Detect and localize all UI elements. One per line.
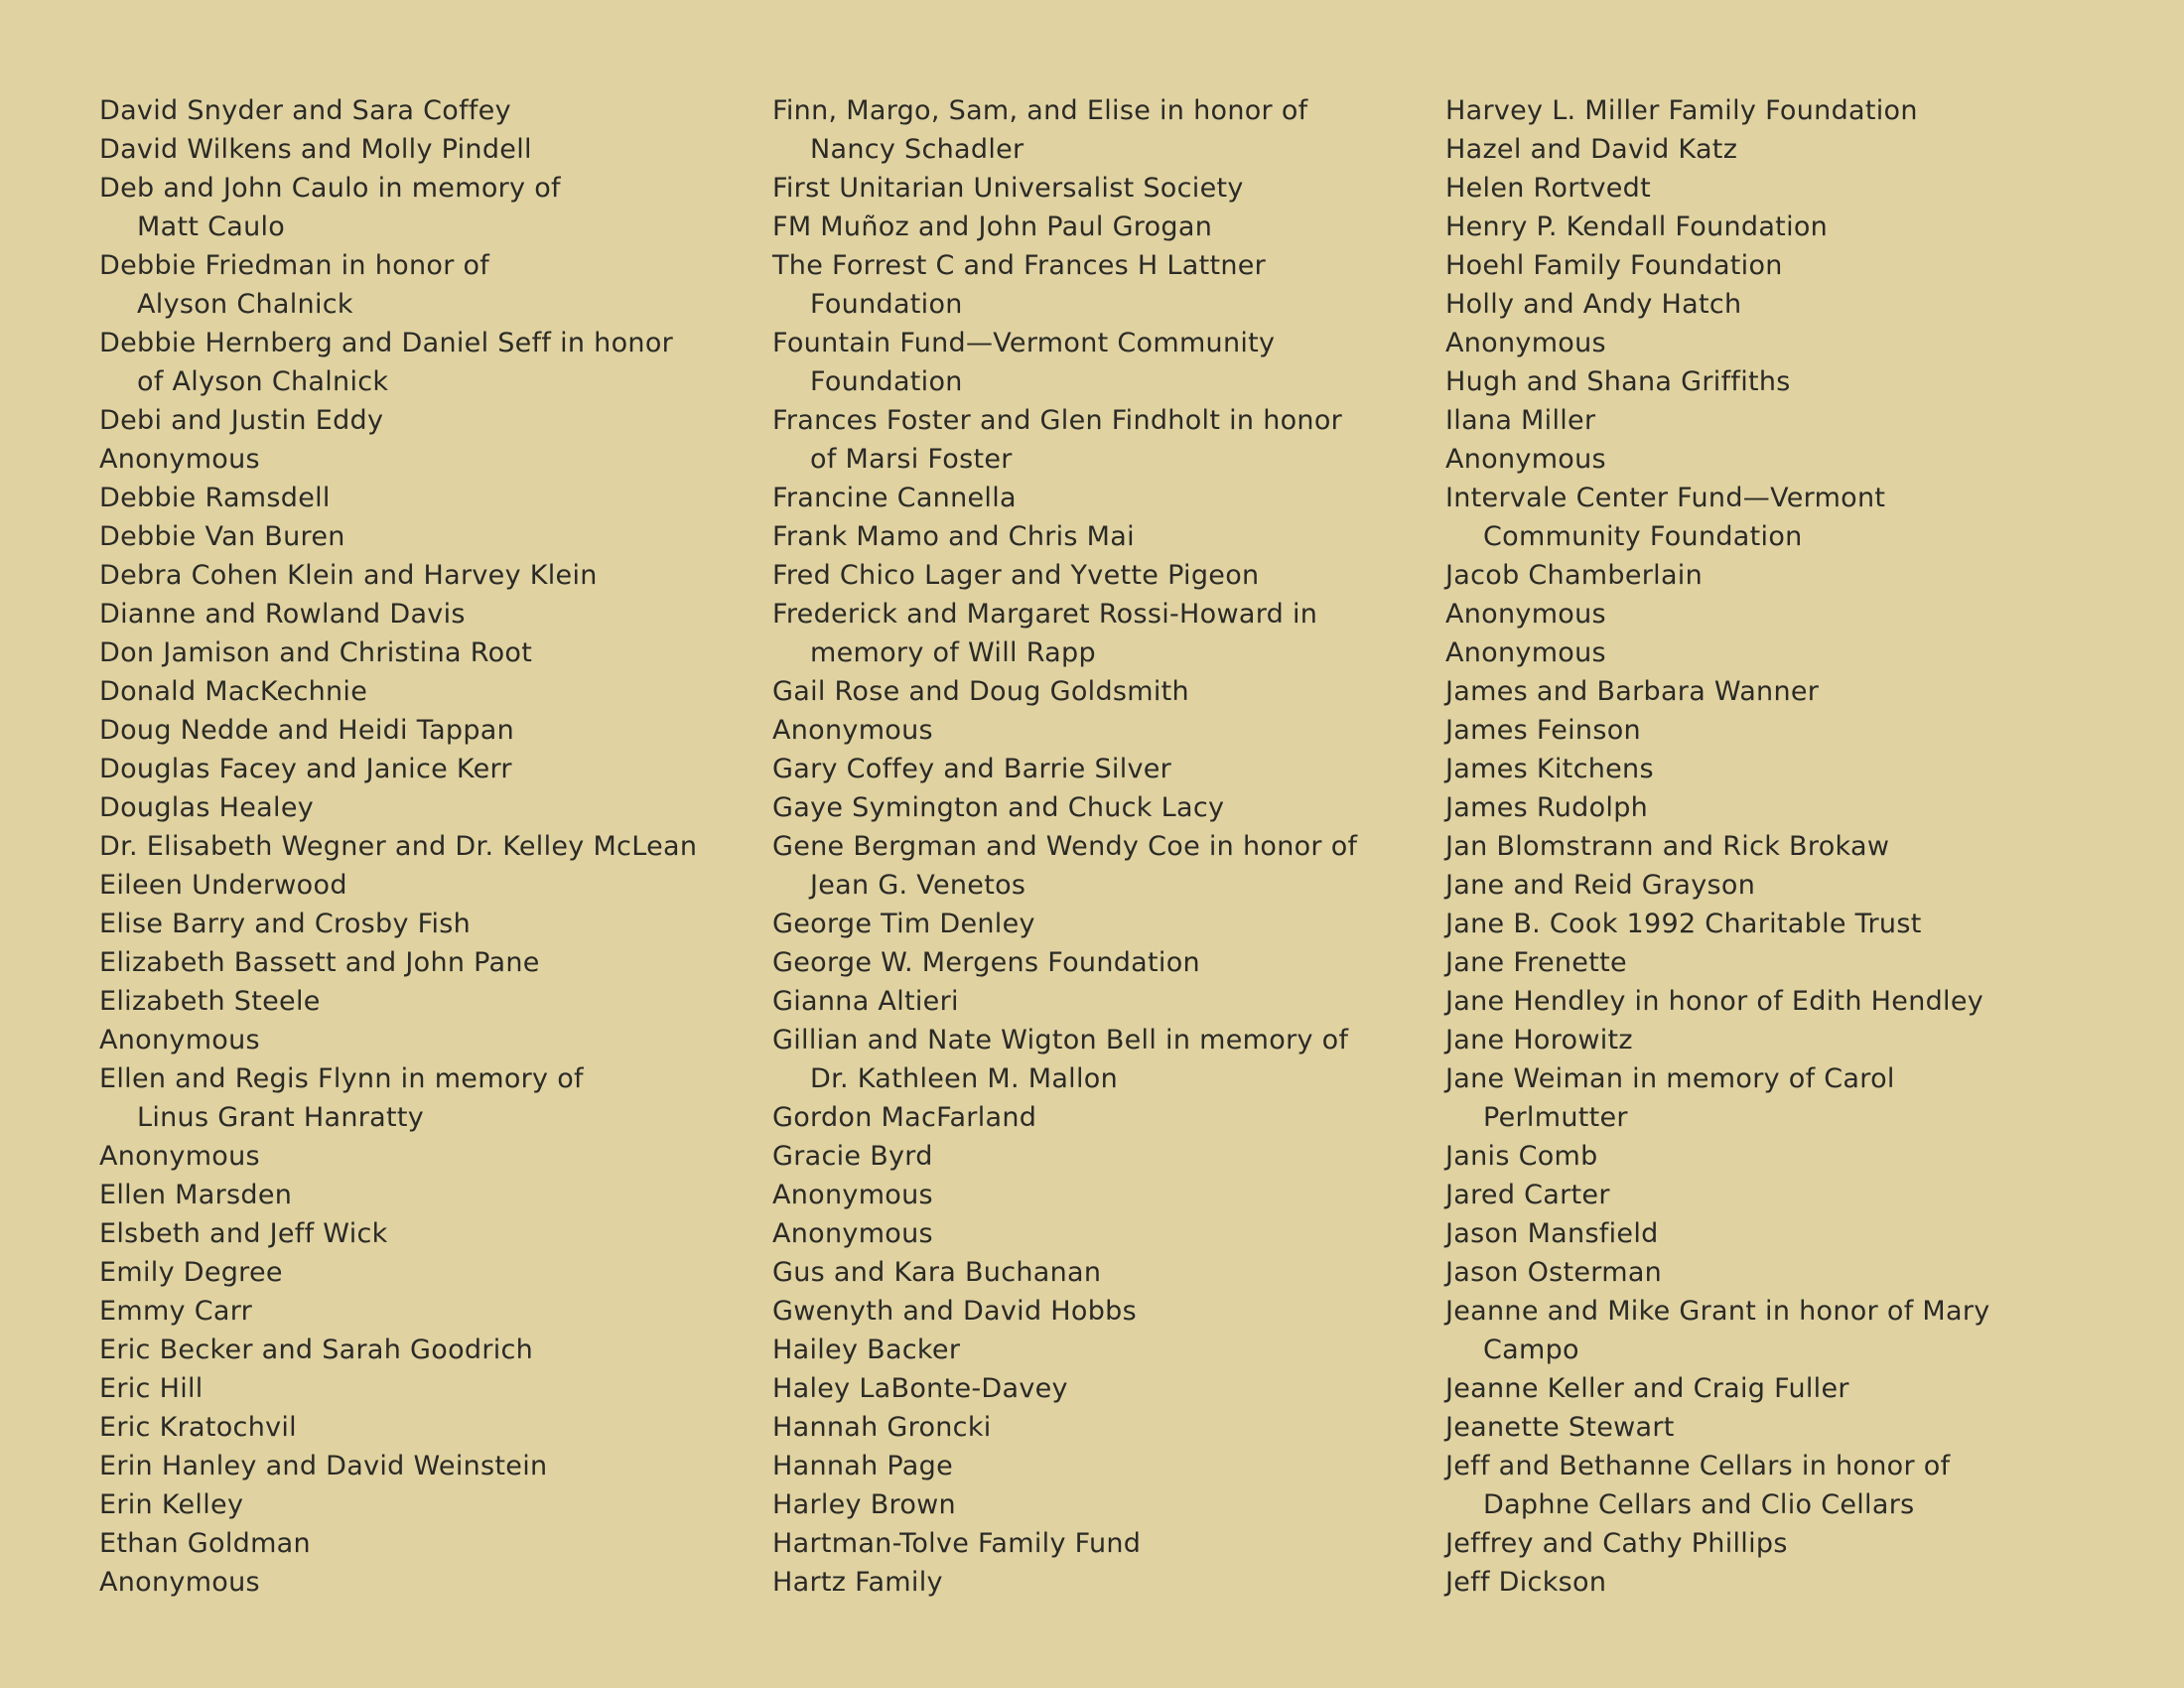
donor-entry: Ilana Miller — [1445, 405, 1596, 436]
donor-entry: Jane Weiman in memory of Carol Perlmutter — [1445, 1063, 1895, 1133]
donor-entry: Gail Rose and Doug Goldsmith — [772, 676, 1189, 707]
donor-entry: Eileen Underwood — [99, 870, 347, 901]
donor-entry: Fred Chico Lager and Yvette Pigeon — [772, 560, 1260, 591]
donor-entry: Jane Hendley in honor of Edith Hendley — [1445, 986, 1984, 1017]
donor-entry: Helen Rortvedt — [1445, 173, 1651, 204]
donor-entry: Jeff and Bethanne Cellars in honor of Daphne Cellars and Clio Cellars — [1445, 1451, 1951, 1520]
donor-column-2 — [772, 91, 1428, 1602]
donor-entry: James Rudolph — [1445, 792, 1649, 823]
donor-entry: Eric Kratochvil — [99, 1412, 297, 1443]
donor-entry: Francine Cannella — [772, 483, 1017, 513]
donor-entry: Finn, Margo, Sam, and Elise in honor of Nancy Schadler — [772, 95, 1308, 165]
donor-entry: Ellen Marsden — [99, 1180, 293, 1210]
donor-entry: Anonymous — [1445, 444, 1606, 475]
donor-entry: Haley LaBonte-Davey — [772, 1373, 1068, 1404]
donor-entry: James Kitchens — [1445, 754, 1654, 784]
donor-entry: David Wilkens and Molly Pindell — [99, 134, 532, 165]
donor-entry: Hannah Groncki — [772, 1412, 992, 1443]
donor-entry: Anonymous — [1445, 328, 1606, 358]
donor-entry: Gwenyth and David Hobbs — [772, 1296, 1137, 1327]
donor-entry: Harley Brown — [772, 1489, 956, 1520]
donor-entry: Doug Nedde and Heidi Tappan — [99, 715, 515, 746]
donor-entry: Eric Becker and Sarah Goodrich — [99, 1335, 534, 1365]
donor-entry: Dr. Elisabeth Wegner and Dr. Kelley McLean — [99, 831, 698, 862]
donor-entry: Hazel and David Katz — [1445, 134, 1738, 165]
donor-entry: Anonymous — [1445, 637, 1606, 668]
donor-entry: Jeanne and Mike Grant in honor of Mary Campo — [1445, 1296, 1990, 1365]
donor-entry: Jeanette Stewart — [1445, 1412, 1675, 1443]
donor-entry: Jason Osterman — [1445, 1257, 1663, 1288]
donor-entry: Deb and John Caulo in memory of Matt Caulo — [99, 173, 561, 242]
donor-entry: Dianne and Rowland Davis — [99, 599, 466, 630]
donor-entry: Janis Comb — [1445, 1141, 1598, 1172]
donor-entry: Hoehl Family Foundation — [1445, 250, 1783, 281]
donor-entry: Frederick and Margaret Rossi-Howard in memory of Will Rapp — [772, 599, 1318, 668]
donor-entry: Hannah Page — [772, 1451, 953, 1481]
donor-entry: Jane Frenette — [1445, 947, 1627, 978]
donor-entry: The Forrest C and Frances H Lattner Foundation — [772, 250, 1267, 320]
donor-entry: Eric Hill — [99, 1373, 204, 1404]
donor-entry: Anonymous — [99, 1025, 260, 1055]
donor-entry: Jeffrey and Cathy Phillips — [1445, 1528, 1788, 1559]
donor-entry: Holly and Andy Hatch — [1445, 289, 1742, 320]
donor-entry: Jeff Dickson — [1445, 1567, 1607, 1598]
donor-entry: Intervale Center Fund—Vermont Community Foundation — [1445, 483, 1886, 552]
donor-entry: Emily Degree — [99, 1257, 283, 1288]
donor-entry: Anonymous — [772, 1180, 933, 1210]
donor-entry: Anonymous — [99, 1141, 260, 1172]
donor-entry: Anonymous — [99, 444, 260, 475]
donor-entry: FM Muñoz and John Paul Grogan — [772, 211, 1213, 242]
donor-column-3 — [1445, 91, 2130, 1602]
donor-entry: Henry P. Kendall Foundation — [1445, 211, 1829, 242]
donor-entry: Anonymous — [772, 715, 933, 746]
donor-entry: Jared Carter — [1445, 1180, 1610, 1210]
donor-entry: Jane B. Cook 1992 Charitable Trust — [1445, 909, 1922, 939]
donor-entry: David Snyder and Sara Coffey — [99, 95, 511, 126]
donor-entry: Donald MacKechnie — [99, 676, 368, 707]
donor-entry: Elizabeth Bassett and John Pane — [99, 947, 540, 978]
donor-entry: Jane and Reid Grayson — [1445, 870, 1756, 901]
donor-entry: Hugh and Shana Griffiths — [1445, 366, 1791, 397]
donor-entry: Debbie Hernberg and Daniel Seff in honor of Alyson Chalnick — [99, 328, 674, 397]
donor-entry: Anonymous — [772, 1218, 933, 1249]
donor-entry: Debbie Friedman in honor of Alyson Chalnick — [99, 250, 490, 320]
donor-entry: Gianna Altieri — [772, 986, 959, 1017]
donor-entry: Erin Kelley — [99, 1489, 244, 1520]
donor-entry: James Feinson — [1445, 715, 1641, 746]
donor-entry: Elise Barry and Crosby Fish — [99, 909, 472, 939]
donor-entry: Debbie Ramsdell — [99, 483, 331, 513]
donor-entry: Gracie Byrd — [772, 1141, 933, 1172]
donor-entry: Harvey L. Miller Family Foundation — [1445, 95, 1918, 126]
donor-entry: Anonymous — [99, 1567, 260, 1598]
donor-entry: Hartman-Tolve Family Fund — [772, 1528, 1142, 1559]
donor-entry: George Tim Denley — [772, 909, 1035, 939]
donor-entry: George W. Mergens Foundation — [772, 947, 1200, 978]
donor-column-1 — [99, 91, 754, 1602]
donor-entry: Emmy Carr — [99, 1296, 253, 1327]
donor-entry: Gaye Symington and Chuck Lacy — [772, 792, 1225, 823]
donor-entry: Douglas Healey — [99, 792, 315, 823]
donor-entry: Gary Coffey and Barrie Silver — [772, 754, 1172, 784]
donor-entry: Ellen and Regis Flynn in memory of Linus Grant Hanratty — [99, 1063, 584, 1133]
donor-entry: First Unitarian Universalist Society — [772, 173, 1244, 204]
donor-entry: Frances Foster and Glen Findholt in honor of Marsi Foster — [772, 405, 1343, 475]
donor-entry: Gillian and Nate Wigton Bell in memory of Dr. Kathleen M. Mallon — [772, 1025, 1349, 1094]
donor-entry: Erin Hanley and David Weinstein — [99, 1451, 548, 1481]
donor-entry: Gene Bergman and Wendy Coe in honor of Jean G. Venetos — [772, 831, 1358, 901]
donor-entry: Frank Mamo and Chris Mai — [772, 521, 1135, 552]
donor-entry: Debbie Van Buren — [99, 521, 345, 552]
donor-entry: Gordon MacFarland — [772, 1102, 1037, 1133]
donor-entry: Elsbeth and Jeff Wick — [99, 1218, 388, 1249]
donor-entry: Debi and Justin Eddy — [99, 405, 384, 436]
donor-entry: Debra Cohen Klein and Harvey Klein — [99, 560, 598, 591]
donor-entry: Hartz Family — [772, 1567, 943, 1598]
donor-entry: Douglas Facey and Janice Kerr — [99, 754, 512, 784]
donor-entry: James and Barbara Wanner — [1445, 676, 1820, 707]
donor-entry: Jacob Chamberlain — [1445, 560, 1704, 591]
donor-entry: Jan Blomstrann and Rick Brokaw — [1445, 831, 1890, 862]
donor-entry: Anonymous — [1445, 599, 1606, 630]
donor-entry: Gus and Kara Buchanan — [772, 1257, 1102, 1288]
donor-entry: Jason Mansfield — [1445, 1218, 1659, 1249]
donor-entry: Don Jamison and Christina Root — [99, 637, 533, 668]
donor-entry: Jeanne Keller and Craig Fuller — [1445, 1373, 1849, 1404]
donor-entry: Elizabeth Steele — [99, 986, 321, 1017]
donor-entry: Fountain Fund—Vermont Community Foundation — [772, 328, 1276, 397]
donor-entry: Jane Horowitz — [1445, 1025, 1633, 1055]
donor-entry: Ethan Goldman — [99, 1528, 311, 1559]
donor-entry: Hailey Backer — [772, 1335, 961, 1365]
